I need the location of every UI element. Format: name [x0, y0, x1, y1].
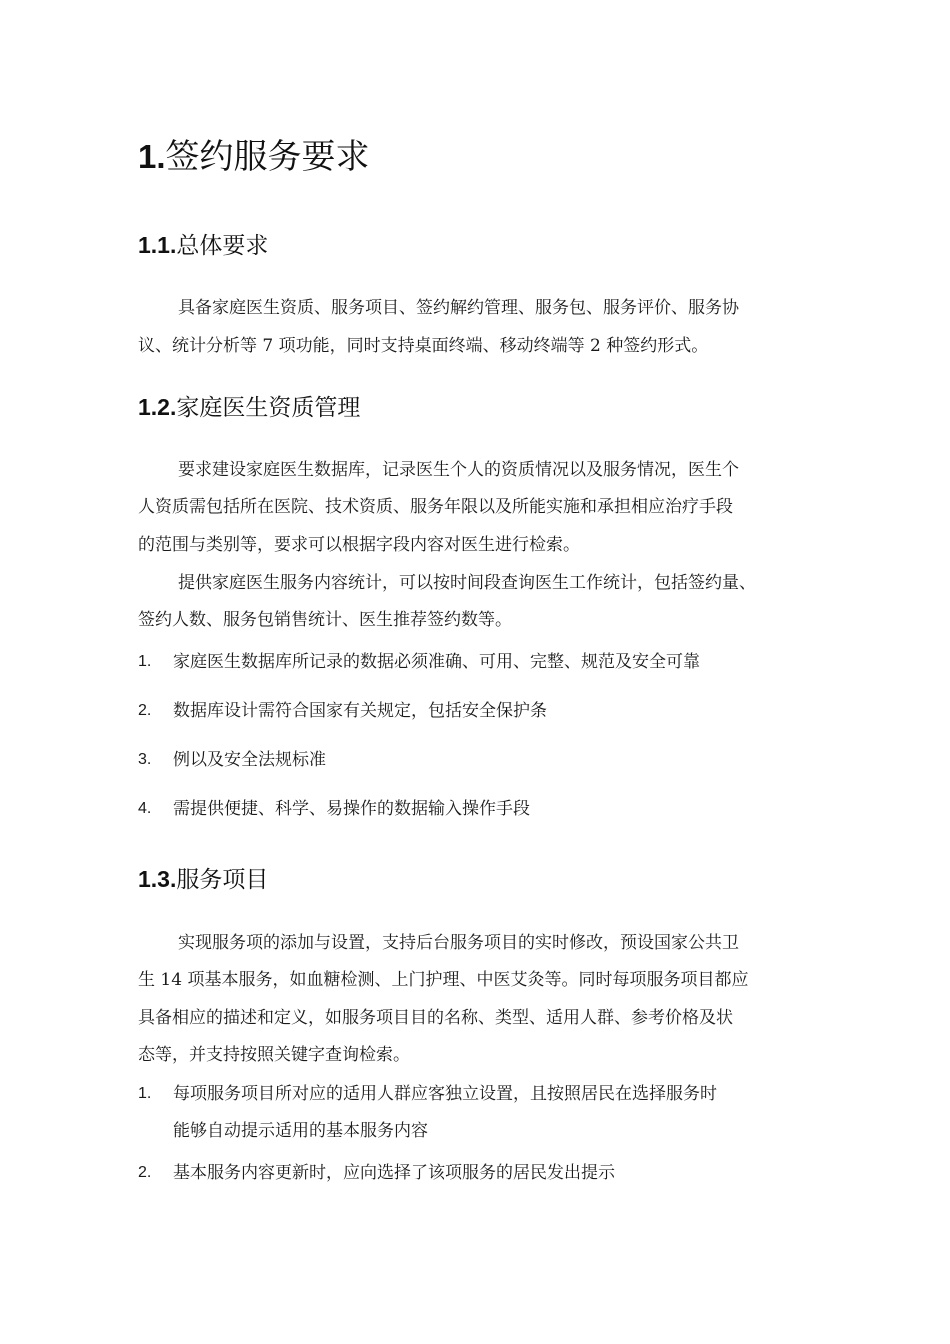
s13-list-number: 2. [138, 1164, 152, 1181]
s13-p1-line-3: 具备相应的描述和定义，如服务项目目的名称、类型、适用人群、参考价格及状 [138, 1008, 733, 1028]
s12-list-number: 2. [138, 702, 152, 719]
heading-1-2-title: 家庭医生资质管理 [176, 395, 361, 421]
s13-list-item: 每项服务项目所对应的适用人群应客独立设置，且按照居民在选择服务时 [173, 1084, 717, 1104]
s12-p2-line-1: 提供家庭医生服务内容统计，可以按时间段查询医生工作统计，包括签约量、 [178, 573, 756, 593]
s13-list-number: 1. [138, 1085, 152, 1102]
s12-p1-line-1: 要求建设家庭医生数据库，记录医生个人的资质情况以及服务情况，医生个 [178, 460, 739, 480]
heading-1-number: 1. [138, 138, 166, 175]
s13-p1-line-1: 实现服务项的添加与设置，支持后台服务项目的实时修改，预设国家公共卫 [178, 933, 739, 953]
s12-list-number: 1. [138, 653, 152, 670]
s13-p1-line-4: 态等，并支持按照关键字查询检索。 [138, 1045, 410, 1065]
s13-list-item: 基本服务内容更新时，应向选择了该项服务的居民发出提示 [173, 1163, 615, 1183]
s12-p1-line-2: 人资质需包括所在医院、技术资质、服务年限以及所能实施和承担相应治疗手段 [138, 497, 733, 517]
heading-1-2 [138, 390, 360, 425]
heading-1-3-number: 1.3. [138, 866, 177, 892]
s12-p1-line-3: 的范围与类别等，要求可以根据字段内容对医生进行检索。 [138, 535, 580, 555]
s11-line-1: 具备家庭医生资质、服务项目、签约解约管理、服务包、服务评价、服务协 [178, 298, 739, 318]
s12-list-number: 4. [138, 800, 152, 817]
s12-list-item: 数据库设计需符合国家有关规定，包括安全保护条 [173, 701, 547, 721]
s13-list-item-continuation: 能够自动提示适用的基本服务内容 [173, 1121, 428, 1141]
heading-1-3 [138, 862, 268, 897]
heading-1 [138, 133, 370, 181]
s12-list-item: 家庭医生数据库所记录的数据必须准确、可用、完整、规范及安全可靠 [173, 652, 700, 672]
s12-list-item: 例以及安全法规标准 [173, 750, 326, 770]
heading-1-1 [138, 228, 268, 263]
heading-1-2-number: 1.2. [138, 394, 177, 420]
heading-1-1-number: 1.1. [138, 232, 177, 258]
s11-line-2: 议、统计分析等 7 项功能，同时支持桌面终端、移动终端等 2 种签约形式。 [138, 336, 709, 356]
heading-1-1-title: 总体要求 [176, 233, 269, 259]
heading-1-title: 签约服务要求 [165, 137, 370, 177]
s12-p2-line-2: 签约人数、服务包销售统计、医生推荐签约数等。 [138, 610, 512, 630]
heading-1-3-title: 服务项目 [176, 867, 269, 893]
s12-list-number: 3. [138, 751, 152, 768]
s12-list-item: 需提供便捷、科学、易操作的数据输入操作手段 [173, 799, 530, 819]
s13-p1-line-2: 生 14 项基本服务，如血糖检测、上门护理、中医艾灸等。同时每项服务项目都应 [138, 970, 749, 990]
